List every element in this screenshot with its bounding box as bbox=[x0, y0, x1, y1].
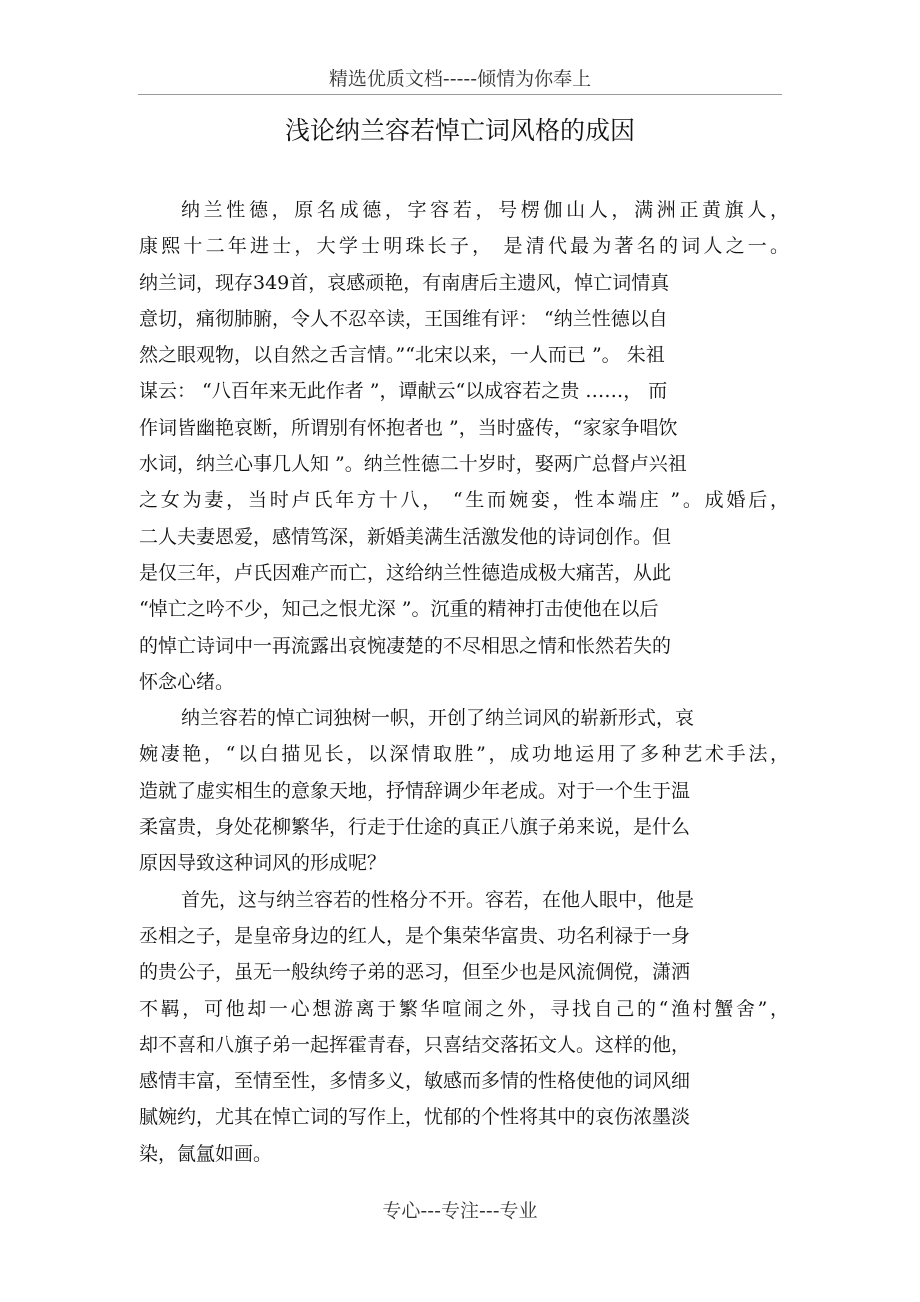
page-header: 精选优质文档-----倾情为你奉上 bbox=[138, 64, 782, 95]
text-line: 的贵公子，虽无一般纨绔子弟的恶习，但至少也是风流倜傥，潇洒 bbox=[139, 961, 691, 984]
document-title: 浅论纳兰容若悼亡词风格的成因 bbox=[284, 116, 635, 145]
text-line: 首先，这与纳兰容若的性格分不开。容若，在他人眼中，他是 bbox=[181, 888, 695, 911]
text-line: 意切，痛彻肺腑，令人不忍卒读，王国维有评： “纳兰性德以自 bbox=[139, 307, 668, 330]
text-line: 是仅三年，卢氏因难产而亡，这给纳兰性德造成极大痛苦，从此 bbox=[139, 561, 672, 584]
text-line: 怀念心绪。 bbox=[139, 670, 235, 693]
text-line: 丞相之子，是皇帝身边的红人，是个集荣华富贵、功名利禄于一身 bbox=[139, 924, 691, 947]
text-line: “悼亡之吟不少，知己之恨尤深 ”。沉重的精神打击使他在以后 bbox=[139, 598, 659, 621]
text-line: 二人夫妻恩爱，感情笃深，新婚美满生活激发他的诗词创作。但 bbox=[139, 525, 672, 548]
text-line: 水词，纳兰心事几人知 ”。纳兰性德二十岁时，娶两广总督卢兴祖 bbox=[139, 453, 687, 476]
text-line: 的悼亡诗词中一再流露出哀惋凄楚的不尽相思之情和怅然若失的 bbox=[139, 634, 672, 657]
text-line: 婉凄艳，“以白描见长，以深情取胜”，成功地运用了多种艺术手法， bbox=[139, 743, 789, 766]
paragraph-2 bbox=[139, 700, 789, 881]
text-line: 谋云： “八百年来无此作者 ”，谭献云“以成容若之贵 ……， 而 bbox=[139, 380, 668, 403]
text-line: 感情丰富，至情至性，多情多义，敏感而多情的性格使他的词风细 bbox=[139, 1070, 691, 1093]
paragraph-3 bbox=[139, 882, 789, 1172]
text-line: 纳兰词，现存349首，哀感顽艳，有南唐后主遗风，悼亡词情真 bbox=[139, 271, 670, 294]
text-line: 纳兰性德，原名成德，字容若，号楞伽山人，满洲正黄旗人， bbox=[181, 199, 789, 221]
document-body bbox=[139, 192, 789, 1172]
text-line: 造就了虚实相生的意象天地，抒情辞调少年老成。对于一个生于温 bbox=[139, 779, 691, 802]
text-line: 染，氤氲如画。 bbox=[139, 1142, 273, 1165]
text-line: 不羁，可他却一心想游离于繁华喧闹之外，寻找自己的“渔村蟹舍”， bbox=[139, 997, 789, 1020]
text-line: 然之眼观物，以自然之舌言情。”“北宋以来，一人而已 ”。 朱祖 bbox=[139, 344, 665, 367]
text-line: 之女为妻，当时卢氏年方十八， “生而婉娈，性本端庄 ”。成婚后， bbox=[139, 489, 789, 512]
text-line: 作词皆幽艳哀断，所谓别有怀抱者也 ”，当时盛传，“家家争唱饮 bbox=[139, 416, 678, 439]
text-line: 原因导致这种词风的形成呢？ bbox=[139, 852, 387, 875]
text-line: 柔富贵，身处花柳繁华，行走于仕途的真正八旗子弟来说，是什么 bbox=[139, 816, 691, 839]
paragraph-1 bbox=[139, 192, 789, 700]
text-line: 纳兰容若的悼亡词独树一帜，开创了纳兰词风的崭新形式，哀 bbox=[181, 707, 695, 730]
text-line: 康熙十二年进士，大学士明珠长子， 是清代最为著名的词人之一。 bbox=[139, 235, 789, 258]
text-line: 却不喜和八旗子弟一起挥霍青春，只喜结交落拓文人。这样的他， bbox=[139, 1033, 691, 1056]
text-line: 腻婉约，尤其在悼亡词的写作上，忧郁的个性将其中的哀伤浓墨淡 bbox=[139, 1106, 691, 1129]
page-footer: 专心---专注---专业 bbox=[382, 1200, 538, 1222]
